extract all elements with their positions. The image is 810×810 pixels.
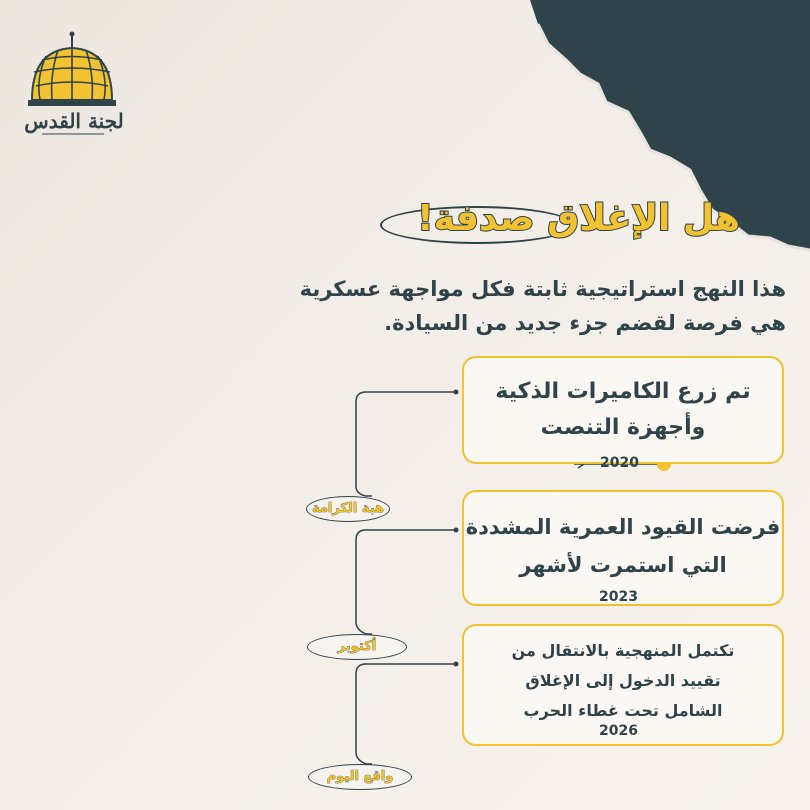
headline-title: هل الإغلاق صدفة! <box>417 198 740 239</box>
year-2020: 2020 <box>600 455 639 471</box>
card-3-line-3: الشامل تحت غطاء الحرب <box>523 701 723 720</box>
card-2-line-2: التي استمرت لأشهر <box>519 553 727 577</box>
year-2023: 2023 <box>599 589 638 605</box>
logo <box>24 28 124 140</box>
timeline-card-1-text <box>464 358 782 446</box>
dome-icon <box>24 28 124 140</box>
card-1-line-1: تم زرع الكاميرات الذكية <box>495 379 751 404</box>
event-label-2: أكتوبر <box>307 634 407 660</box>
year-2026: 2026 <box>599 723 638 739</box>
intro-line-2: هي فرصة لقضم جزء جديد من السيادة. <box>384 311 786 335</box>
timeline-card-1 <box>462 356 784 464</box>
event-label-1: هبة الكرامة <box>306 496 390 522</box>
card-1-line-2: وأجهزة التنصت <box>540 415 706 440</box>
card-3-line-1: تكتمل المنهجية بالانتقال من <box>511 641 735 660</box>
logo-text: لجنة القدس <box>24 109 124 133</box>
headline <box>380 198 780 254</box>
intro-line-1: هذا النهج استراتيجية ثابتة فكل مواجهة عسكرية <box>299 277 786 301</box>
intro-paragraph <box>286 272 786 340</box>
event-label-3: واقع اليوم <box>308 764 412 790</box>
card-3-line-2: تقييد الدخول إلى الإغلاق <box>525 671 721 690</box>
timeline-card-3-text <box>464 626 782 726</box>
timeline-card-2-text <box>464 492 782 584</box>
card-2-line-1: فرضت القيود العمرية المشددة <box>465 515 781 539</box>
